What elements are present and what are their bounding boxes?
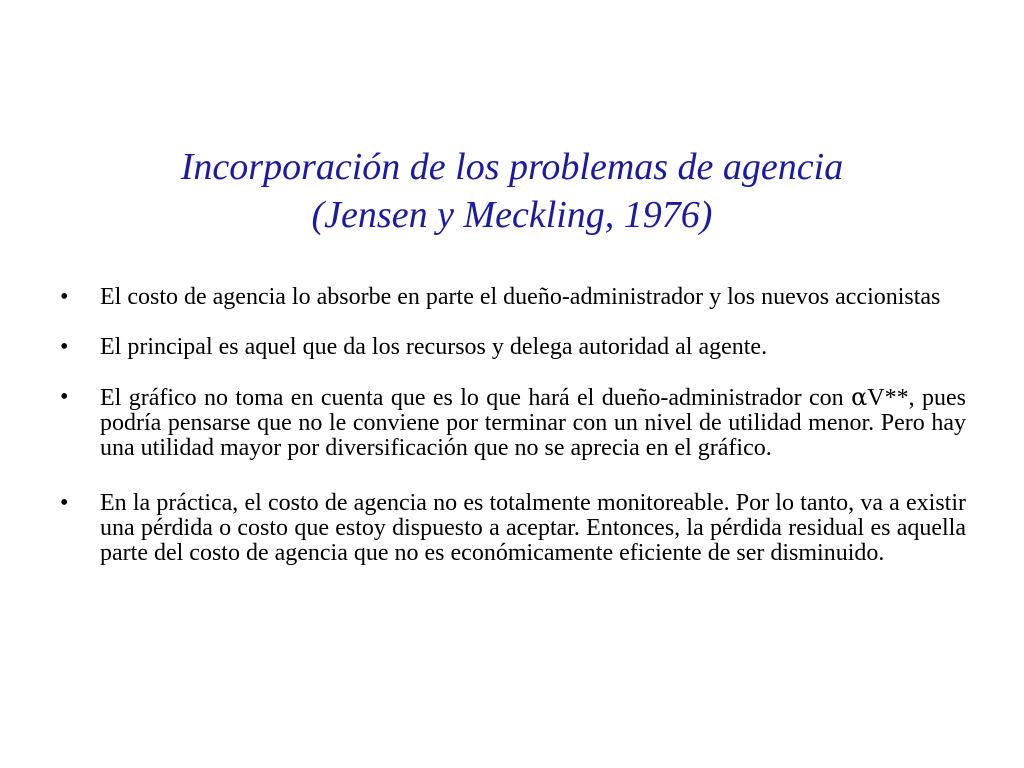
bullet-icon: •: [60, 490, 69, 516]
bullet-item-1: [60, 285, 966, 310]
bullet-text-2: El principal es aquel que da los recursos y delega autoridad al agente.: [100, 334, 768, 360]
bullet-icon: •: [60, 334, 69, 360]
bullet-icon: •: [60, 284, 69, 310]
bullet-item-4: [60, 491, 966, 566]
bullet-list: [60, 285, 966, 596]
bullet-item-2: [60, 335, 966, 360]
bullet-icon: •: [60, 384, 69, 410]
bullet-text-3: [100, 385, 966, 461]
bullet-text-3-after: V**, pues podría pensarse que no le conviene por terminar con un nivel de utilidad menor. Pero hay una utilidad mayor por diversificación que no se aprecia en el gráfico.: [100, 385, 967, 461]
slide-title-line-2: (Jensen y Meckling, 1976): [311, 194, 713, 236]
bullet-item-3: [60, 385, 966, 461]
slide-title: [60, 143, 964, 239]
bullet-text-3-before: El gráfico no toma en cuenta que es lo que hará el dueño-administrador con: [100, 385, 852, 411]
alpha-symbol: α: [851, 383, 868, 411]
bullet-text-1: El costo de agencia lo absorbe en parte el dueño-administrador y los nuevos accionistas: [100, 284, 941, 310]
slide-title-line-1: Incorporación de los problemas de agencia: [180, 146, 844, 188]
bullet-text-4: En la práctica, el costo de agencia no es totalmente monitoreable. Por lo tanto, va a existir una pérdida o costo que estoy dispuesto a aceptar. Entonces, la pérdida residual es aquella parte del costo de agencia que no es económicamente eficiente de ser disminuido.: [100, 490, 966, 566]
